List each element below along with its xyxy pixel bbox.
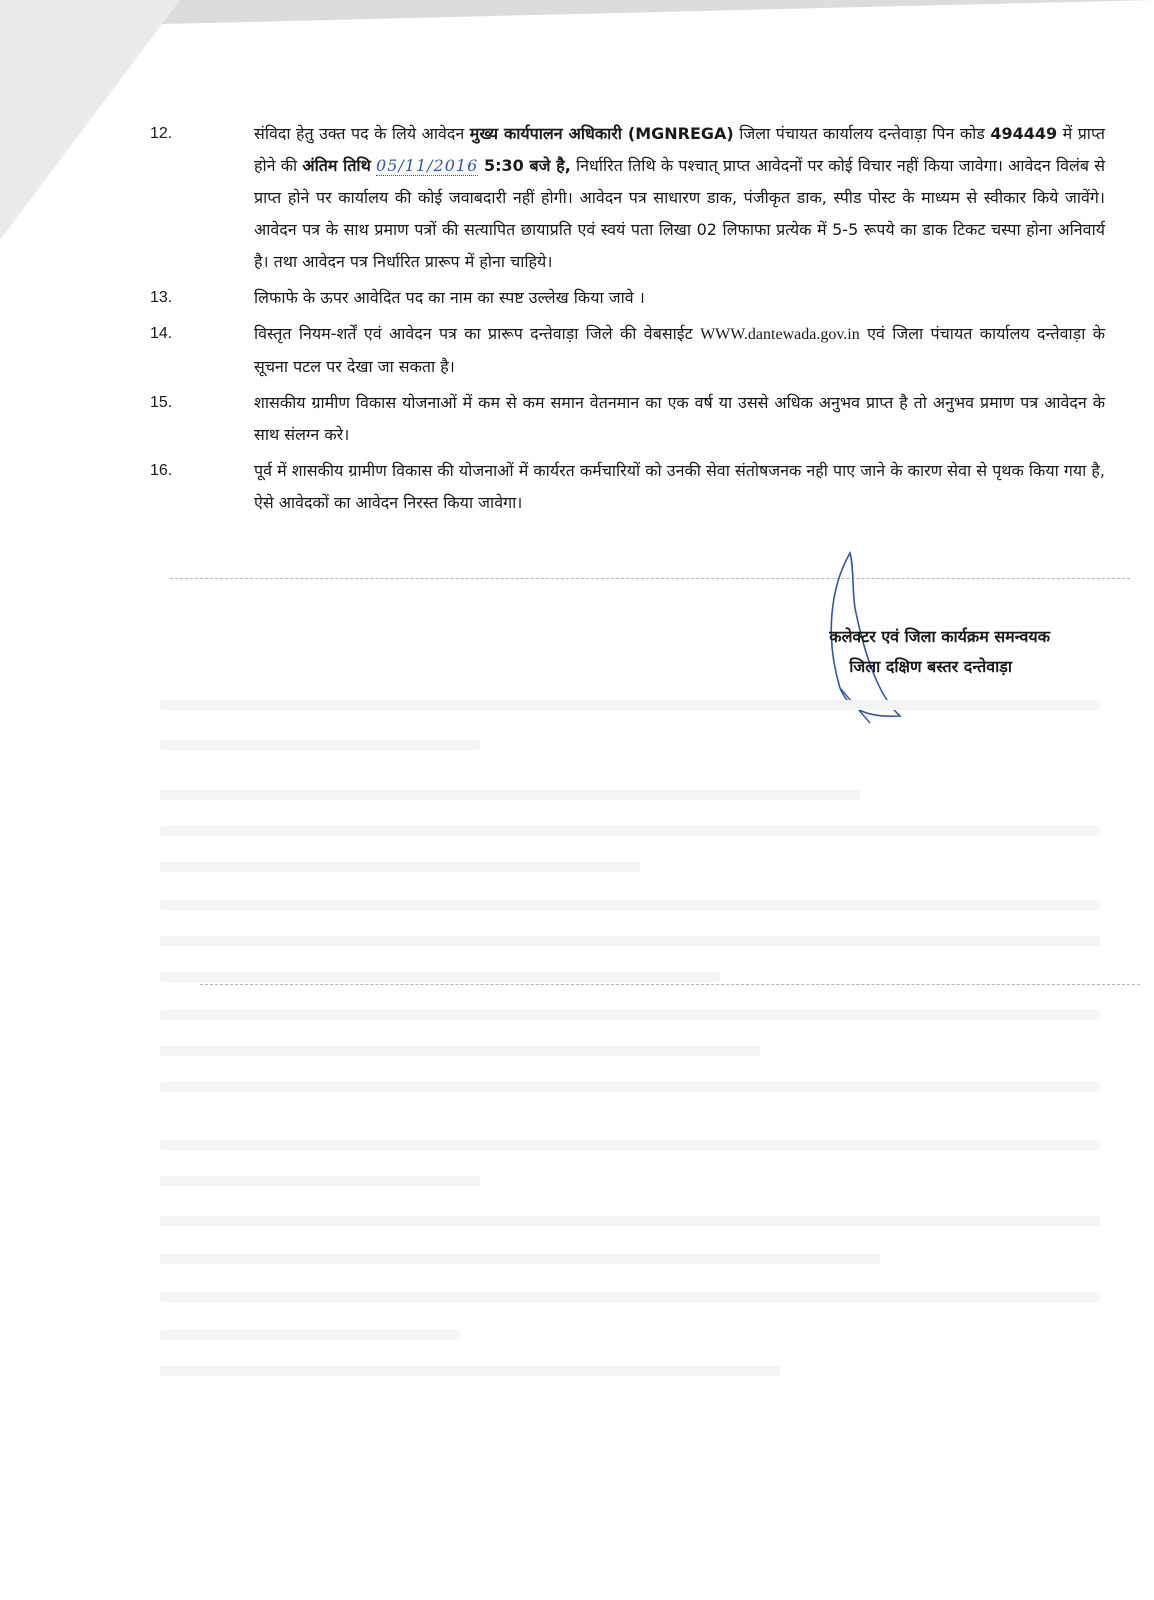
clause-text [254, 318, 1105, 383]
bleed-through-line [200, 984, 1140, 985]
text-run: एवं जिला पंचायत कार्यालय दन्तेवाड़ा के सूचना पटल पर देखा जा सकता है। [254, 324, 1105, 376]
pin-code: 494449 [990, 124, 1058, 143]
clause-number: 15. [150, 394, 173, 411]
clause-15 [150, 387, 1105, 451]
clause-number: 14. [150, 325, 173, 342]
bleed-through-text [160, 740, 480, 750]
bleed-through-text [160, 790, 860, 800]
bleed-through-text [160, 826, 1100, 836]
clause-14 [150, 318, 1105, 383]
document-body [150, 118, 1105, 523]
signatory-district: जिला दक्षिण बस्तर दन्तेवाड़ा [849, 657, 1012, 676]
bleed-through-text [160, 900, 1100, 910]
signature-block [780, 622, 1050, 682]
clause-text: लिफाफे के ऊपर आवेदित पद का नाम का स्पष्ट उल्लेख किया जावे । [254, 288, 645, 307]
handwritten-date: 05/11/2016 [376, 156, 479, 175]
last-date-label: अंतिम तिथि [302, 156, 371, 175]
clause-text: शासकीय ग्रामीण विकास योजनाओं में कम से कम समान वेतनमान का एक वर्ष या उससे अधिक अनुभव प्राप्त है तो अनुभव प्रमाण पत्र आवेदन के साथ संलग्न करे। [254, 393, 1105, 444]
bold-run: मुख्य कार्यपालन अधिकारी (MGNREGA) [469, 124, 734, 143]
clause-13 [150, 282, 1105, 314]
bleed-through-text [160, 1010, 1100, 1020]
clause-text: पूर्व में शासकीय ग्रामीण विकास की योजनाओं में कार्यरत कर्मचारियों को उनकी सेवा संतोषजनक नही पाए जाने के कारण सेवा से पृथक किया गया है, ऐसे आवेदकों का आवेदन निरस्त किया जावेगा। [254, 461, 1105, 512]
bleed-through-text [160, 1140, 1100, 1150]
text-run: जिला पंचायत कार्यालय दन्तेवाड़ा पिन कोड [733, 124, 991, 143]
bleed-through-text [160, 1292, 1100, 1302]
bleed-through-text [160, 1046, 760, 1056]
bleed-through-text [160, 1216, 1100, 1226]
bleed-through-line [170, 578, 1130, 579]
bleed-through-text [160, 936, 1100, 946]
bleed-through-text [160, 1254, 880, 1264]
website-url: WWW.dantewada.gov.in [700, 326, 860, 343]
signatory-designation: कलेक्टर एवं जिला कार्यक्रम समन्वयक [829, 627, 1050, 646]
clause-number: 16. [150, 462, 173, 479]
bleed-through-text [160, 1366, 780, 1376]
clause-number: 13. [150, 289, 173, 306]
bleed-through-text [160, 1082, 1100, 1092]
text-run: संविदा हेतु उक्त पद के लिये आवेदन [254, 124, 470, 143]
clause-12 [150, 118, 1105, 278]
clause-16 [150, 455, 1105, 519]
clause-number: 12. [150, 125, 173, 142]
bleed-through-text [160, 972, 720, 982]
text-run: विस्तृत नियम-शर्तें एवं आवेदन पत्र का प्रारूप दन्तेवाड़ा जिले की वेबसाईट [254, 324, 701, 343]
bleed-through-text [160, 862, 640, 872]
clause-text [254, 118, 1105, 278]
bleed-through-text [160, 1176, 480, 1186]
last-time: 5:30 बजे है, [478, 156, 571, 175]
bleed-through-text [160, 700, 1100, 710]
text-run: निर्धारित तिथि के पश्चात् प्राप्त आवेदनों पर कोई विचार नहीं किया जावेगा। आवेदन विलंब से प्राप्त होने पर कार्यालय की कोई जवाबदारी नहीं होगी। आवेदन पत्र साधारण डाक, पंजीकृत डाक, स्पीड पोस्ट के माध्यम से स्वीकार किये जावेंगे। आवेदन पत्र के साथ प्रमाण पत्रों की सत्यापित छायाप्रति एवं स्वयं पता लिखा 02 लिफाफा प्रत्येक में 5-5 रूपये का डाक टिकट चस्पा होना अनिवार्य है। तथा आवेदन पत्र निर्धारित प्रारूप में होना चाहिये। [254, 156, 1106, 271]
bleed-through-text [160, 1330, 460, 1340]
text-run: में प्राप्त होने की [254, 124, 1105, 175]
